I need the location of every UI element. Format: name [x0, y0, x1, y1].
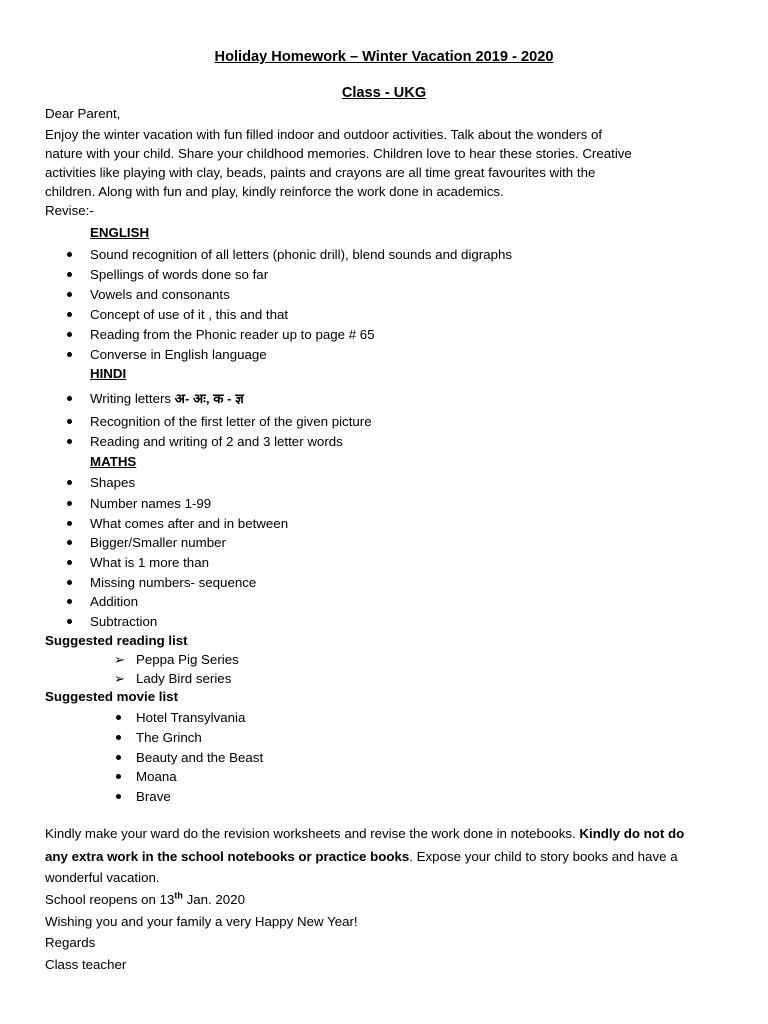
- english-item: Spellings of words done so far: [90, 267, 269, 282]
- maths-item: Number names 1-99: [90, 496, 212, 511]
- maths-item: Subtraction: [90, 614, 158, 629]
- bullet-icon: [116, 715, 121, 720]
- bullet-icon: [116, 774, 121, 779]
- reopen-text: School reopens on 13: [45, 892, 175, 907]
- bullet-icon: [116, 735, 121, 740]
- english-heading: ENGLISH: [90, 225, 150, 240]
- closing-line-3: wonderful vacation.: [45, 870, 160, 885]
- bullet-icon: [67, 439, 72, 444]
- bullet-icon: [67, 312, 72, 317]
- arrow-bullet-icon: ➢: [114, 671, 125, 686]
- intro-line-1: Enjoy the winter vacation with fun filled indoor and outdoor activities. Talk about the wonders of: [45, 127, 603, 142]
- bullet-icon: [67, 540, 72, 545]
- hindi-item: Reading and writing of 2 and 3 letter words: [90, 434, 343, 449]
- maths-item: Bigger/Smaller number: [90, 535, 226, 550]
- bullet-icon: [116, 755, 121, 760]
- intro-line-3: activities like playing with clay, beads, paints and crayons are all time great favourites with the: [45, 165, 596, 180]
- bullet-icon: [67, 292, 72, 297]
- maths-item: Shapes: [90, 475, 136, 490]
- school-reopen-line: [45, 891, 245, 908]
- reading-list-item: Lady Bird series: [136, 671, 232, 686]
- hindi-writing-label: Writing letters: [90, 391, 175, 406]
- reopen-ordinal: th: [174, 890, 183, 901]
- reopen-date: Jan. 2020: [182, 892, 245, 907]
- maths-item: What comes after and in between: [90, 516, 289, 531]
- closing-line-1: [45, 825, 684, 842]
- new-year-wish: Wishing you and your family a very Happy New Year!: [45, 914, 358, 929]
- revise-label: Revise:-: [45, 203, 94, 218]
- english-item: Converse in English language: [90, 347, 267, 362]
- reading-list-heading: Suggested reading list: [45, 633, 188, 648]
- reading-list-item: Peppa Pig Series: [136, 652, 239, 667]
- closing-emphasis: any extra work in the school notebooks or practice books: [45, 849, 410, 864]
- hindi-item-writing: [90, 390, 244, 407]
- document-title: Holiday Homework – Winter Vacation 2019 - 2020: [214, 49, 554, 65]
- english-item: Sound recognition of all letters (phonic drill), blend sounds and digraphs: [90, 247, 513, 262]
- signoff: Class teacher: [45, 957, 127, 972]
- movie-list-item: Hotel Transylvania: [136, 710, 246, 725]
- movie-list-item: Beauty and the Beast: [136, 750, 264, 765]
- maths-item: Addition: [90, 594, 139, 609]
- english-item: Vowels and consonants: [90, 287, 230, 302]
- intro-line-4: children. Along with fun and play, kindly reinforce the work done in academics.: [45, 184, 504, 199]
- movie-list-item: The Grinch: [136, 730, 202, 745]
- maths-heading: MATHS: [90, 454, 137, 469]
- closing-text: . Expose your child to story books and have a: [409, 849, 678, 864]
- maths-item: What is 1 more than: [90, 555, 209, 570]
- bullet-icon: [67, 352, 72, 357]
- closing-line-2: [45, 848, 678, 865]
- movie-list-item: Moana: [136, 769, 177, 784]
- closing-emphasis: Kindly do not do: [579, 826, 685, 841]
- bullet-icon: [67, 332, 72, 337]
- bullet-icon: [67, 521, 72, 526]
- class-heading: Class - UKG: [341, 85, 427, 101]
- intro-line-2: nature with your child. Share your childhood memories. Children love to hear these stories. Creative: [45, 146, 632, 161]
- movie-list-item: Brave: [136, 789, 171, 804]
- bullet-icon: [67, 501, 72, 506]
- hindi-heading: HINDI: [90, 366, 127, 381]
- bullet-icon: [67, 560, 72, 565]
- hindi-writing-letters: अ- अः, क - ज्ञ: [174, 391, 244, 406]
- bullet-icon: [67, 396, 72, 401]
- bullet-icon: [116, 794, 121, 799]
- english-item: Reading from the Phonic reader up to page # 65: [90, 327, 375, 342]
- movie-list-heading: Suggested movie list: [45, 689, 179, 704]
- closing-text: Kindly make your ward do the revision worksheets and revise the work done in notebooks.: [45, 826, 580, 841]
- arrow-bullet-icon: ➢: [114, 652, 125, 667]
- english-item: Concept of use of it , this and that: [90, 307, 289, 322]
- maths-item: Missing numbers- sequence: [90, 575, 257, 590]
- bullet-icon: [67, 580, 72, 585]
- bullet-icon: [67, 480, 72, 485]
- bullet-icon: [67, 619, 72, 624]
- bullet-icon: [67, 599, 72, 604]
- bullet-icon: [67, 272, 72, 277]
- bullet-icon: [67, 252, 72, 257]
- regards: Regards: [45, 935, 96, 950]
- bullet-icon: [67, 419, 72, 424]
- greeting: Dear Parent,: [45, 106, 121, 121]
- hindi-item: Recognition of the first letter of the given picture: [90, 414, 372, 429]
